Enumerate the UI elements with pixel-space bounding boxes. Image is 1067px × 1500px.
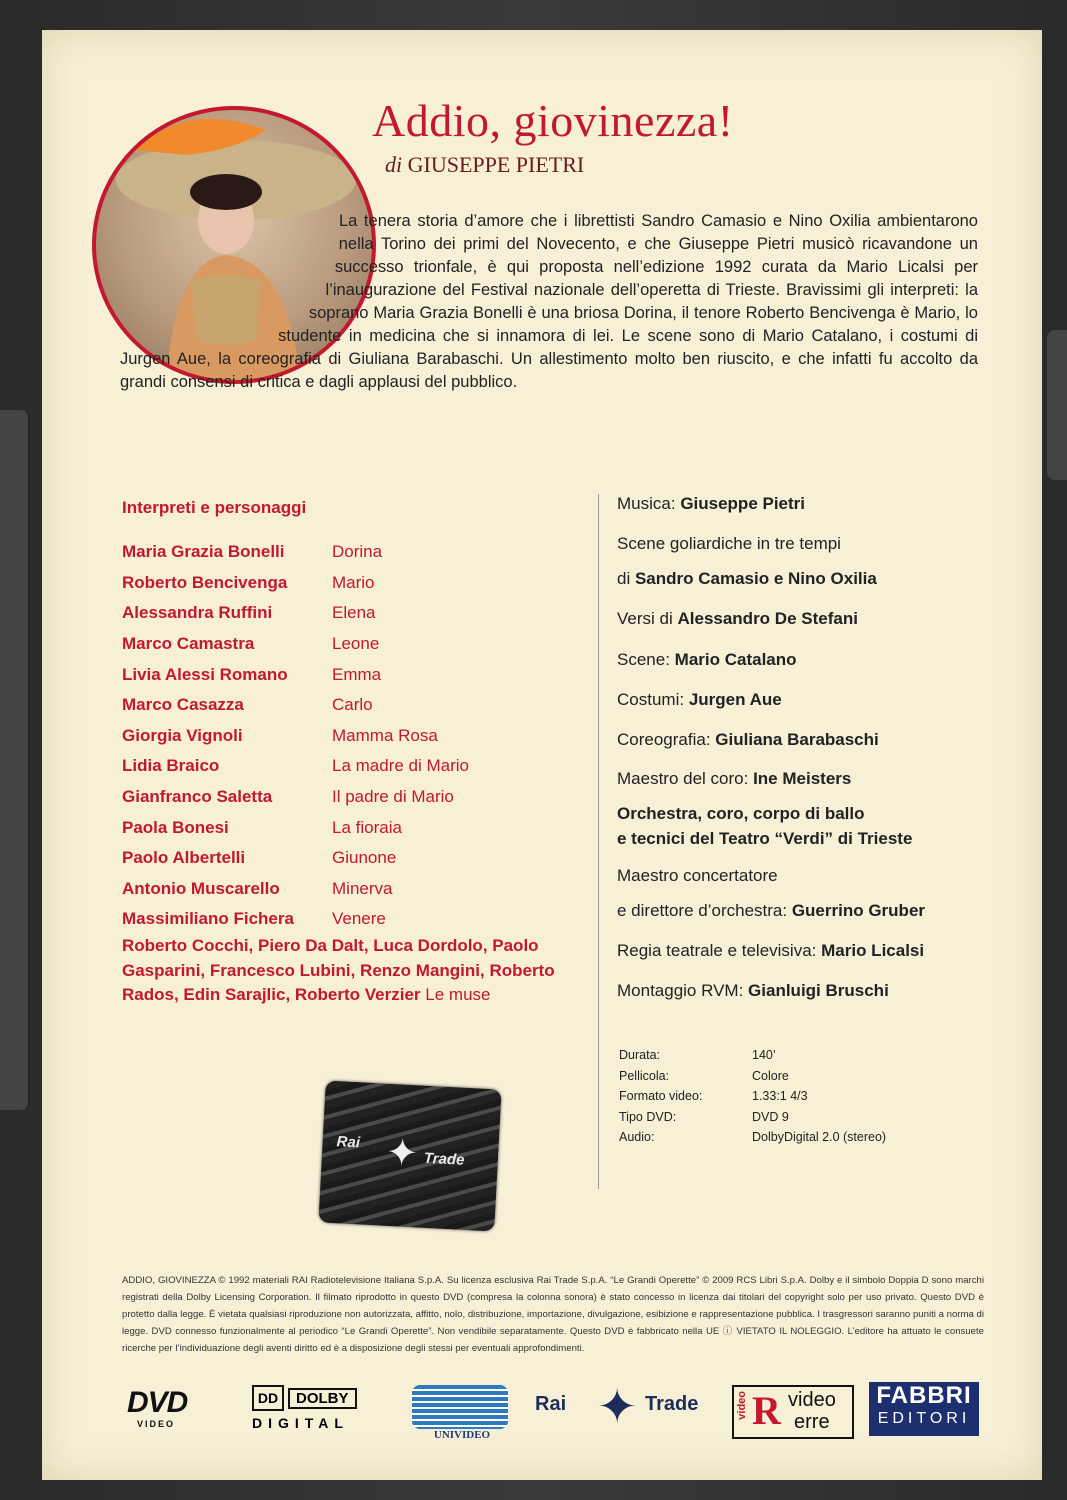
rai-trade-logo: [535, 1381, 715, 1445]
cast-actor: Marco Casazza: [122, 695, 244, 715]
muse-cast: [122, 934, 582, 1008]
credit-label: e direttore d’orchestra:: [617, 901, 788, 920]
star-icon: ✦: [385, 1131, 420, 1176]
cast-row: [122, 690, 582, 721]
cast-role: La madre di Mario: [332, 756, 470, 776]
credit-label: Maestro del coro:: [617, 769, 749, 788]
credit-label: Musica:: [617, 494, 676, 513]
cast-row: [122, 629, 582, 660]
cast-actor: Massimiliano Fichera: [122, 909, 294, 929]
credit-orchestra: [617, 804, 865, 824]
spec-key: Audio:: [619, 1130, 655, 1144]
sticker-rai-label: Rai: [336, 1133, 361, 1152]
credit-scene-goliardiche: Scene goliardiche in tre tempi: [617, 534, 841, 553]
dolby-dd-icon: DD: [252, 1385, 284, 1411]
cast-actor: Marco Camastra: [122, 634, 255, 654]
credit-montaggio: [617, 981, 889, 1001]
dolby-word: DOLBY: [288, 1388, 357, 1409]
cast-role: Giunone: [332, 848, 397, 868]
cast-actor: Gianfranco Saletta: [122, 787, 273, 807]
credit-orchestra-2: [617, 829, 912, 849]
credit-label: Montaggio RVM:: [617, 981, 744, 1000]
credit-librettists: [617, 569, 877, 589]
spec-row: [619, 1048, 886, 1069]
credit-versi: [617, 609, 858, 629]
cast-actor: Livia Alessi Romano: [122, 664, 288, 684]
cast-role: Minerva: [332, 878, 393, 898]
credit-value: Mario Catalano: [674, 650, 797, 669]
spec-row: [619, 1110, 886, 1131]
credit-regia: [617, 941, 924, 961]
muse-role: Le muse: [425, 985, 491, 1004]
intro-paragraph: [120, 210, 978, 394]
credit-label: di: [617, 569, 631, 588]
videoerre-r-mark: R: [752, 1388, 781, 1433]
credit-label: Scene:: [617, 650, 670, 669]
videoerre-word-2: erre: [794, 1411, 830, 1433]
sticker-trade-label: Trade: [423, 1149, 465, 1169]
cast-role: Venere: [332, 909, 386, 929]
credit-coro: [617, 769, 851, 789]
credit-value: Sandro Camasio e Nino Oxilia: [634, 569, 877, 588]
credit-value: Guerrino Gruber: [791, 901, 926, 920]
cast-role: Mamma Rosa: [332, 725, 438, 745]
spec-key: Pellicola:: [619, 1068, 670, 1083]
cast-row: [122, 537, 582, 568]
cast-role: Elena: [332, 603, 376, 623]
cast-role: Mario: [332, 572, 375, 592]
cast-actor: Paola Bonesi: [122, 817, 229, 837]
dolby-digital-logo: [252, 1385, 376, 1431]
fabbri-editori-logo: [869, 1382, 979, 1436]
credit-label: Versi di: [617, 609, 673, 628]
credit-value: Ine Meisters: [753, 769, 852, 788]
cast-actor: Roberto Bencivenga: [122, 572, 288, 592]
credit-value: Alessandro De Stefani: [677, 609, 858, 628]
trade-text: Trade: [645, 1393, 699, 1415]
legal-notice: ADDIO, GIOVINEZZA © 1992 materiali RAI Radiotelevisione Italiana S.p.A. Su licenza esclusiva Rai Trade S.p.A. “Le Grandi Operette” © 2009 RCS Libri S.p.A. Dolby e il simbolo Doppia D sono marchi registrati della Dolby Licensing Corporation. Il filmato riprodotto in questo DVD (compresa la colonna sonora) è stato concesso in licenza dai titolari del copyright solo per uso privato. Questo DVD è protetto dalla legge. È vietata qualsiasi riproduzione non autorizzata, affitto, nolo, distribuzione, importazione, divulgazione, esibizione e rappresentazione pubblica. I trasgressori saranno puniti a norma di legge. DVD connesso funzionalmente al periodico “Le Grandi Operette”. Non vendibile separatamente. Questo DVD è fabbricato nella UE ⓘ VIETATO IL NOLEGGIO. L’editore ha attuato le consuete ricerche per l’individuazione degli aventi diritto ed è a disposizione degli stessi per eventuali approfondimenti.: [122, 1275, 984, 1354]
credit-value: e tecnici del Teatro “Verdi” di Trieste: [617, 829, 913, 848]
editori-text: EDITORI: [877, 1410, 971, 1427]
videoerre-vertical: video: [736, 1391, 748, 1420]
spec-value: DVD 9: [752, 1109, 789, 1124]
videoerre-logo: [732, 1385, 854, 1439]
cast-actor: Antonio Muscarello: [122, 878, 280, 898]
spec-row: [619, 1089, 886, 1110]
cast-row: [122, 843, 582, 874]
case-clip-left: [0, 410, 30, 1110]
cast-row: [122, 874, 582, 905]
cast-row: [122, 568, 582, 599]
fabbri-text: FABBRI: [876, 1382, 972, 1409]
case-clip-right: [1047, 330, 1067, 480]
spec-row: [619, 1130, 886, 1151]
cast-role: La fioraia: [332, 817, 402, 837]
spec-value: DolbyDigital 2.0 (stereo): [752, 1130, 887, 1144]
cast-row: [122, 721, 582, 752]
cast-row: [122, 782, 582, 813]
tech-specs: [619, 1048, 886, 1151]
credit-label: Coreografia:: [617, 730, 711, 749]
cast-row: [122, 659, 582, 690]
univideo-logo: [412, 1385, 512, 1443]
credit-value: Mario Licalsi: [821, 941, 925, 960]
spec-value: Colore: [752, 1068, 789, 1083]
cast-actor: Paolo Albertelli: [122, 848, 246, 868]
spec-value: 1.33:1 4/3: [752, 1089, 808, 1103]
cast-role: Dorina: [332, 542, 383, 562]
cast-actor: Lidia Braico: [122, 756, 220, 776]
credit-value: Giuseppe Pietri: [680, 494, 806, 513]
cast-actor: Giorgia Vignoli: [122, 725, 243, 745]
credit-direttore: [617, 901, 925, 921]
cast-row: [122, 598, 582, 629]
author-name: GIUSEPPE PIETRI: [407, 152, 585, 177]
rai-star-icon: ✦: [597, 1381, 638, 1434]
dvd-logo-sub: VIDEO: [137, 1419, 176, 1429]
spec-key: Durata:: [619, 1048, 660, 1062]
author-line: [385, 152, 584, 178]
spec-value: 140’: [752, 1048, 776, 1062]
univideo-globe-icon: [412, 1385, 508, 1429]
cast-row: [122, 904, 582, 935]
credit-label: Costumi:: [617, 690, 685, 709]
credit-value: Orchestra, coro, corpo di ballo: [617, 804, 865, 823]
dolby-digital-text: DIGITAL: [252, 1415, 349, 1431]
muse-actors: Roberto Cocchi, Piero Da Dalt, Luca Dordolo, Paolo Gasparini, Francesco Lubini, Renzo Mangini, Roberto Rados, Edin Sarajlic, Roberto Verzier: [122, 936, 555, 1004]
cast-role: Emma: [332, 664, 382, 684]
credit-scene: [617, 650, 797, 670]
dvd-logo-text: DVD: [127, 1386, 188, 1419]
cast-role: Leone: [332, 634, 380, 654]
credit-value: Jurgen Aue: [688, 690, 782, 709]
page-title: Addio, giovinezza!: [372, 95, 734, 146]
intro-text: La tenera storia d’amore che i librettisti Sandro Camasio e Nino Oxilia ambientarono nella Torino dei primi del Novecento, e che Giuseppe Pietri musicò ricavandone un successo trionfale, è qui proposta nell’edizione 1992 curata da Mario Licalsi per l’inaugurazione del Festival nazionale dell’operetta di Trieste. Bravissimi gli interpreti: la soprano Maria Grazia Bonelli è una briosa Dorina, il tenore Roberto Bencivenga è Mario, lo studente in medicina che si innamora di lei. Le scene sono di Mario Catalano, i costumi di Jurgen Aue, la coreografia di Giuliana Barabaschi. Un allestimento molto ben riuscito, e che infatti fu accolto da grandi consensi di critica e dagli applausi del pubblico.: [120, 212, 978, 391]
univideo-text: UNIVIDEO: [433, 1429, 491, 1441]
dolby-box: [252, 1385, 376, 1411]
spec-row: [619, 1069, 886, 1090]
credit-coreografia: [617, 730, 879, 750]
cast-actor: Alessandra Ruffini: [122, 603, 273, 623]
credit-musica: [617, 494, 805, 514]
dvd-video-logo: [127, 1386, 188, 1429]
spec-key: Tipo DVD:: [619, 1109, 677, 1124]
rai-text: Rai: [535, 1393, 567, 1415]
cast-row: [122, 812, 582, 843]
cast-list: [122, 537, 582, 935]
cast-row: [122, 751, 582, 782]
author-prefix: di: [385, 152, 403, 177]
credit-label: Regia teatrale e televisiva:: [617, 941, 817, 960]
column-divider: [598, 494, 599, 1189]
cast-heading: Interpreti e personaggi: [122, 498, 307, 517]
cast-role: Il padre di Mario: [332, 787, 454, 807]
hologram-sticker: [318, 1080, 501, 1231]
credit-costumi: [617, 690, 782, 710]
cast-actor: Maria Grazia Bonelli: [122, 542, 285, 562]
credit-value: Giuliana Barabaschi: [715, 730, 879, 749]
credit-concertatore: Maestro concertatore: [617, 866, 778, 885]
credit-value: Gianluigi Bruschi: [748, 981, 889, 1000]
videoerre-word-1: video: [788, 1389, 836, 1411]
spec-key: Formato video:: [619, 1089, 703, 1103]
cast-role: Carlo: [332, 695, 373, 715]
